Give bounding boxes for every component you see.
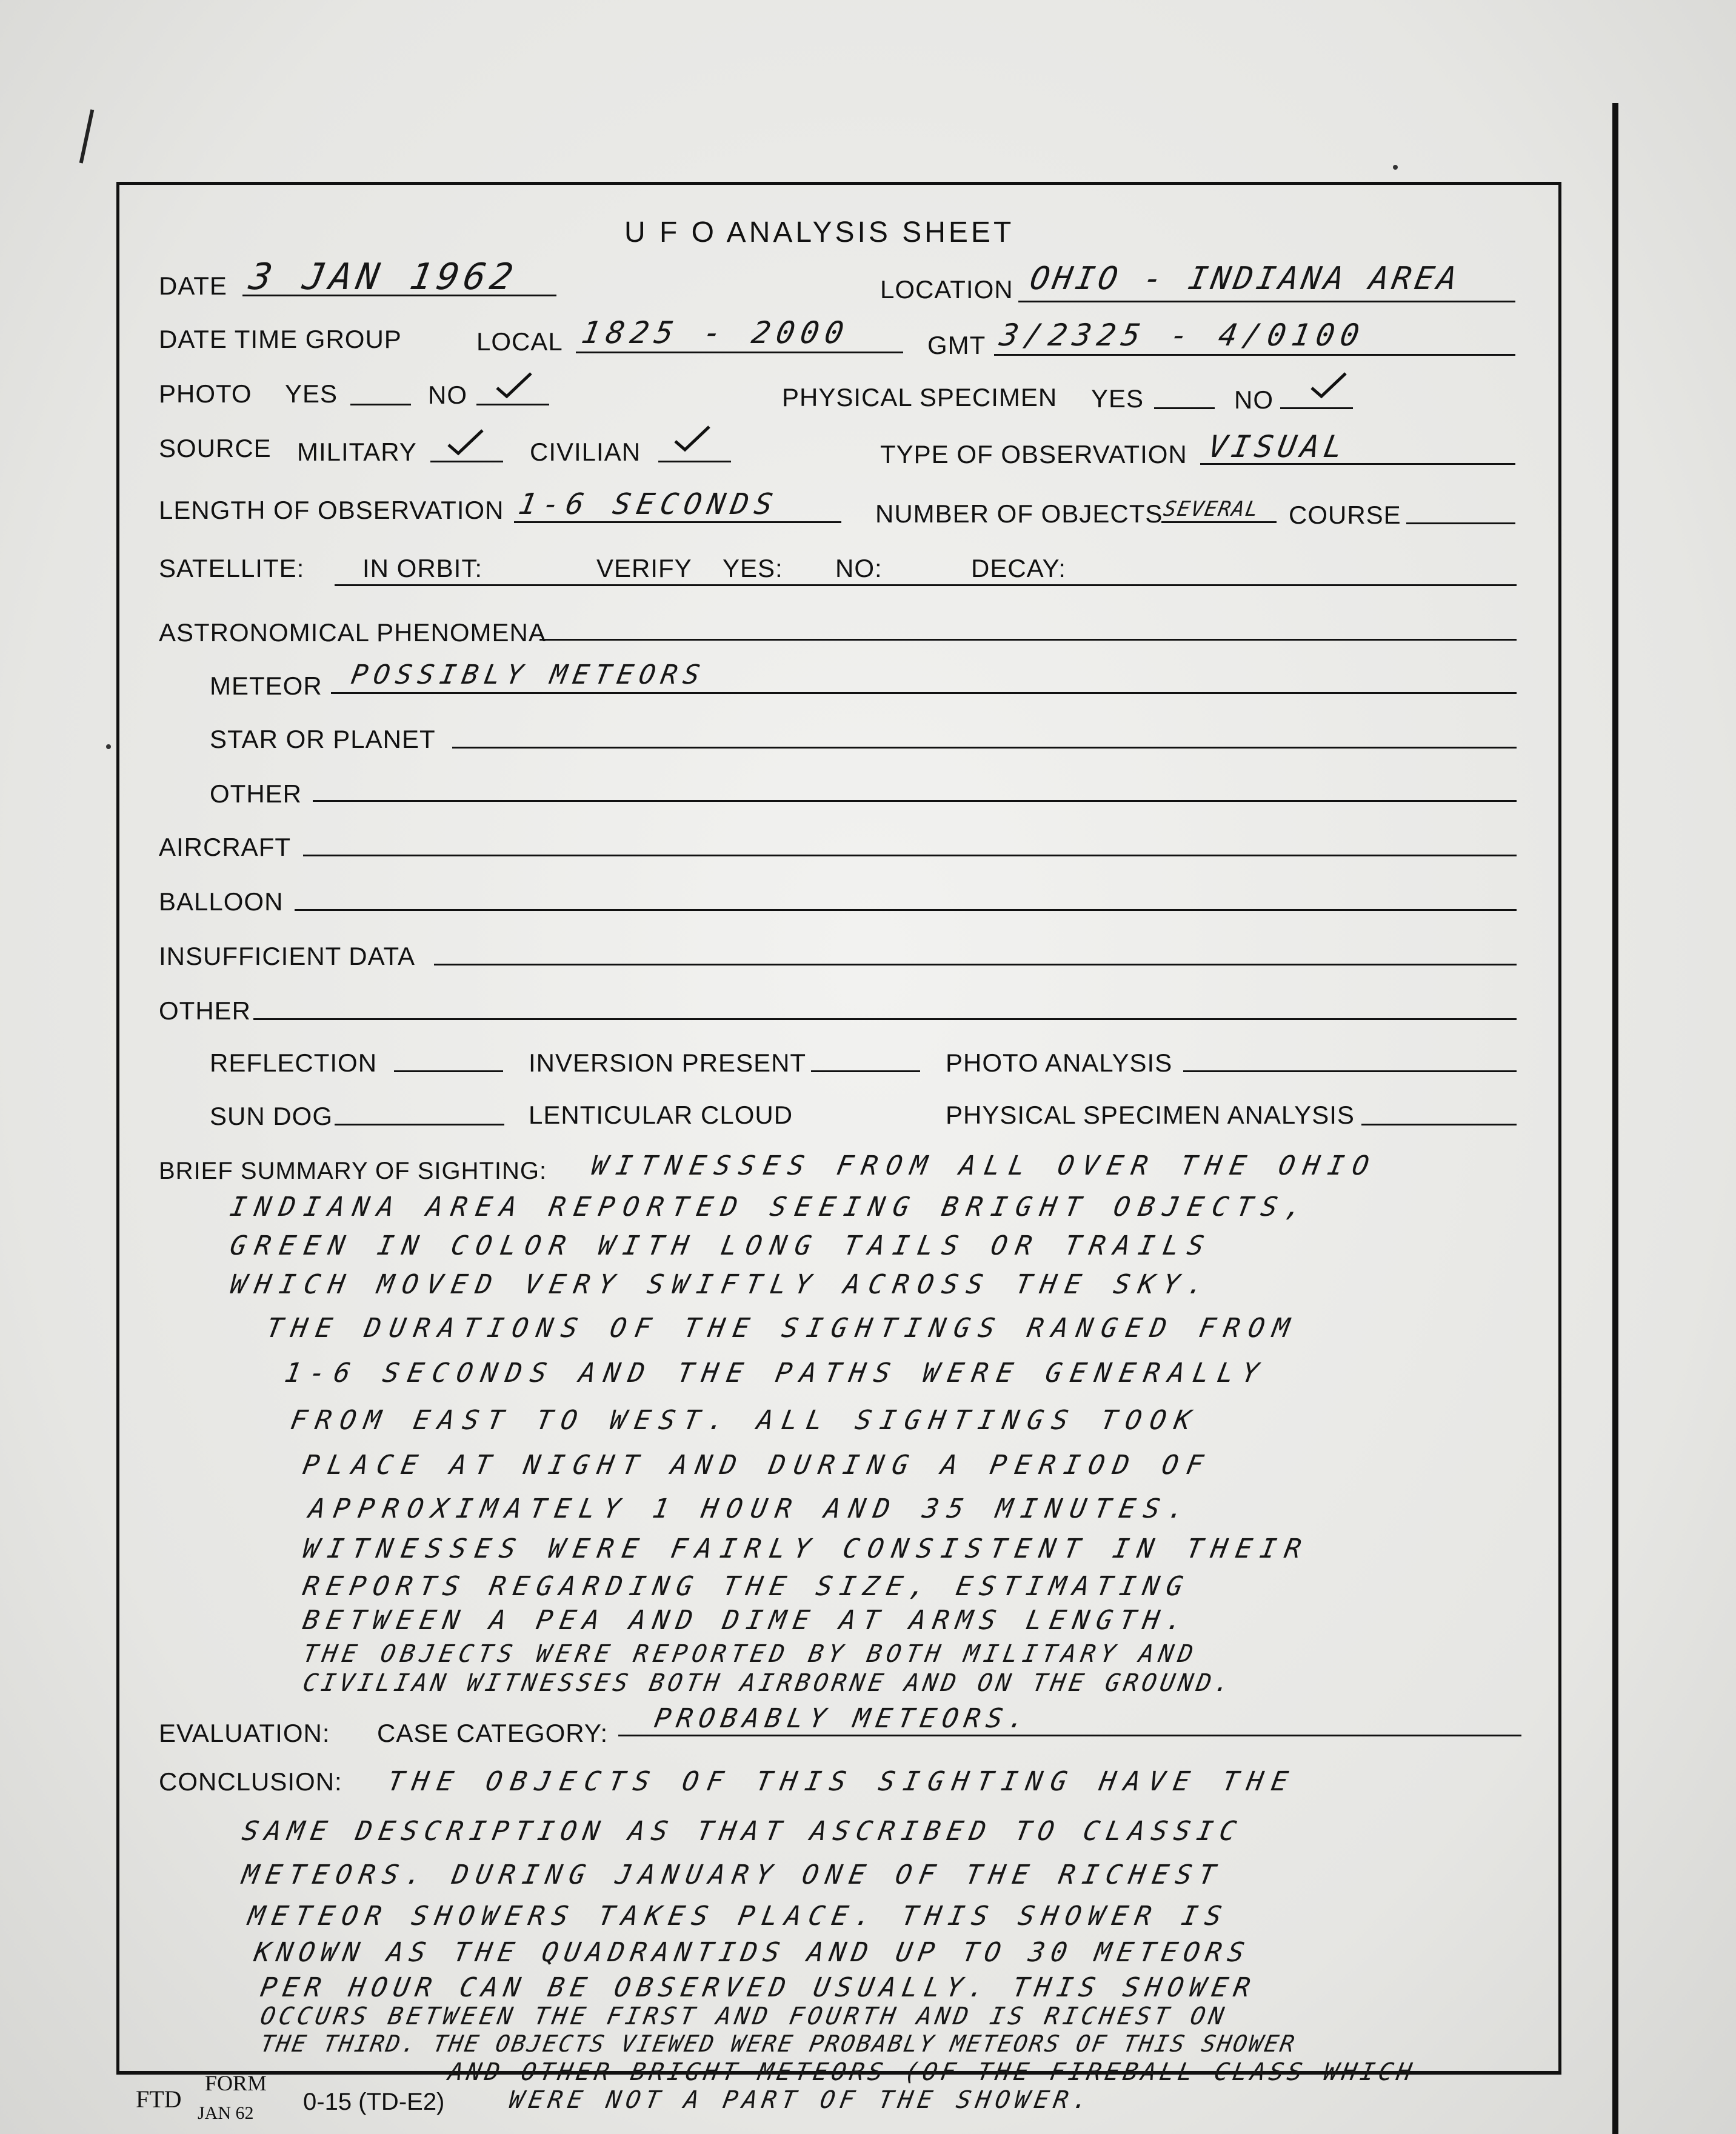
other-underline [253, 1018, 1517, 1020]
aircraft-label: AIRCRAFT [159, 833, 291, 861]
conclusion-line: METEORS. DURING JANUARY ONE OF THE RICHEST [239, 1859, 1226, 1890]
summary-line: PLACE AT NIGHT AND DURING A PERIOD OF [300, 1450, 1214, 1481]
summary-line: CIVILIAN WITNESSES BOTH AIRBORNE AND ON THE GROUND. [300, 1669, 1236, 1697]
location-underline [1018, 301, 1515, 302]
photo-yes-line [350, 404, 411, 405]
star-underline [452, 747, 1517, 749]
local-underline [576, 352, 903, 353]
astronomical-other-underline [313, 800, 1517, 802]
star-or-planet-label: STAR OR PLANET [210, 725, 436, 753]
specimen-yes-line [1154, 407, 1215, 409]
balloon-label: BALLOON [159, 887, 284, 916]
page-edge-shadow [1612, 103, 1618, 2134]
meteor-underline [331, 692, 1517, 694]
number-underline [1161, 521, 1277, 523]
location-value: OHIO - INDIANA AREA [1027, 261, 1464, 297]
summary-line: APPROXIMATELY 1 HOUR AND 35 MINUTES. [306, 1493, 1196, 1524]
photo-no-label: NO [428, 381, 467, 409]
conclusion-label: CONCLUSION: [159, 1767, 342, 1796]
aircraft-underline [303, 855, 1517, 856]
summary-line: GREEN IN COLOR WITH LONG TAILS OR TRAILS [227, 1230, 1215, 1261]
length-underline [514, 521, 841, 523]
decay-label: DECAY: [971, 554, 1066, 582]
date-value: 3 JAN 1962 [245, 256, 521, 298]
course-underline [1406, 522, 1515, 524]
brief-summary-label: BRIEF SUMMARY OF SIGHTING: [159, 1158, 547, 1184]
specimen-analysis-line [1361, 1124, 1517, 1125]
summary-line: 1-6 SECONDS AND THE PATHS WERE GENERALLY [282, 1358, 1270, 1389]
checkmark-icon [673, 424, 712, 452]
military-label: MILITARY [297, 438, 417, 466]
summary-line: WITNESSES FROM ALL OVER THE OHIO [589, 1150, 1380, 1181]
astronomical-underline [539, 639, 1517, 641]
in-orbit-label: IN ORBIT: [362, 554, 483, 582]
date-time-group-label: DATE TIME GROUP [159, 325, 402, 353]
number-of-objects-value: SEVERAL [1161, 497, 1261, 521]
inversion-line [811, 1070, 920, 1072]
length-of-observation-value: 1-6 SECONDS [516, 487, 781, 521]
reflection-line [394, 1070, 503, 1072]
physical-specimen-label: PHYSICAL SPECIMEN [782, 383, 1058, 412]
case-category-underline [618, 1735, 1521, 1736]
verify-no-label: NO: [835, 554, 883, 582]
type-of-observation-label: TYPE OF OBSERVATION [880, 440, 1187, 468]
insufficient-underline [434, 964, 1517, 965]
photo-analysis-label: PHOTO ANALYSIS [946, 1049, 1173, 1077]
conclusion-line: OCCURS BETWEEN THE FIRST AND FOURTH AND IS RICHEST ON [258, 2002, 1230, 2030]
satellite-label: SATELLITE: [159, 554, 305, 582]
conclusion-line: AND OTHER BRIGHT METEORS (OF THE FIREBALL CLASS WHICH [446, 2058, 1418, 2086]
conclusion-line: KNOWN AS THE QUADRANTIDS AND UP TO 30 METEORS [252, 1937, 1253, 1968]
checkmark-icon [446, 428, 485, 456]
conclusion-line: THE THIRD. THE OBJECTS VIEWED WERE PROBABLY METEORS OF THIS SHOWER [258, 2030, 1298, 2057]
gmt-time-value: 3/2325 - 4/0100 [997, 318, 1368, 353]
sun-dog-line [335, 1124, 504, 1125]
specimen-no-label: NO [1234, 385, 1274, 414]
meteor-label: METEOR [210, 672, 322, 700]
course-label: COURSE [1289, 501, 1401, 529]
case-category-value: PROBABLY METEORS. [652, 1703, 1033, 1734]
satellite-underline [335, 584, 1517, 586]
conclusion-line: SAME DESCRIPTION AS THAT ASCRIBED TO CLASSIC [239, 1816, 1246, 1847]
sun-dog-label: SUN DOG [210, 1102, 333, 1130]
summary-line: BETWEEN A PEA AND DIME AT ARMS LENGTH. [300, 1605, 1193, 1636]
verify-label: VERIFY [596, 554, 692, 582]
case-category-label: CASE CATEGORY: [377, 1719, 609, 1747]
civilian-label: CIVILIAN [530, 438, 641, 466]
scan-speck [1393, 165, 1398, 170]
footer-form-date: JAN 62 [198, 2103, 254, 2123]
location-label: LOCATION [880, 275, 1013, 304]
date-underline [242, 295, 556, 296]
type-underline [1200, 463, 1515, 465]
summary-line: THE DURATIONS OF THE SIGHTINGS RANGED FROM [264, 1313, 1301, 1344]
inversion-present-label: INVERSION PRESENT [529, 1049, 807, 1077]
meteor-value: POSSIBLY METEORS [349, 659, 709, 690]
specimen-no-line [1280, 407, 1353, 409]
source-label: SOURCE [159, 434, 272, 462]
balloon-underline [295, 909, 1517, 911]
photo-analysis-line [1183, 1070, 1517, 1072]
verify-yes-label: YES: [723, 554, 783, 582]
conclusion-line: METEOR SHOWERS TAKES PLACE. THIS SHOWER IS [245, 1901, 1232, 1932]
scan-speck [106, 744, 111, 749]
conclusion-line: THE OBJECTS OF THIS SIGHTING HAVE THE [385, 1766, 1299, 1797]
summary-line: WHICH MOVED VERY SWIFTLY ACROSS THE SKY. [227, 1269, 1215, 1300]
reflection-label: REFLECTION [210, 1049, 378, 1077]
summary-line: FROM EAST TO WEST. ALL SIGHTINGS TOOK [288, 1405, 1202, 1436]
date-label: DATE [159, 272, 227, 300]
photo-yes-label: YES [285, 379, 338, 408]
summary-line: REPORTS REGARDING THE SIZE, ESTIMATING [300, 1571, 1193, 1602]
gmt-underline [994, 354, 1515, 356]
gmt-label: GMT [927, 331, 986, 359]
photo-no-line [476, 404, 549, 405]
checkmark-icon [495, 371, 533, 399]
local-label: LOCAL [476, 327, 563, 356]
lenticular-cloud-label: LENTICULAR CLOUD [529, 1101, 793, 1129]
summary-line: WITNESSES WERE FAIRLY CONSISTENT IN THEIR [300, 1533, 1312, 1564]
type-of-observation-value: VISUAL [1205, 429, 1350, 464]
footer-ftd: FTD [136, 2086, 182, 2113]
conclusion-line: WERE NOT A PART OF THE SHOWER. [506, 2086, 1095, 2114]
other-label: OTHER [159, 996, 251, 1025]
footer-form-number: 0-15 (TD-E2) [303, 2089, 445, 2115]
physical-specimen-analysis-label: PHYSICAL SPECIMEN ANALYSIS [946, 1101, 1355, 1129]
astronomical-other-label: OTHER [210, 779, 302, 808]
local-time-value: 1825 - 2000 [578, 315, 853, 350]
specimen-yes-label: YES [1091, 384, 1144, 413]
conclusion-line: PER HOUR CAN BE OBSERVED USUALLY. THIS SHOWER [258, 1972, 1259, 2003]
evaluation-label: EVALUATION: [159, 1719, 330, 1747]
length-of-observation-label: LENGTH OF OBSERVATION [159, 496, 504, 524]
civilian-line [658, 461, 731, 462]
summary-line: INDIANA AREA REPORTED SEEING BRIGHT OBJECTS, [227, 1192, 1314, 1222]
footer-form: FORM [205, 2071, 267, 2095]
checkmark-icon [1309, 371, 1348, 399]
photo-label: PHOTO [159, 379, 252, 408]
insufficient-data-label: INSUFFICIENT DATA [159, 942, 416, 970]
astronomical-phenomena-label: ASTRONOMICAL PHENOMENA [159, 618, 546, 647]
military-line [430, 461, 503, 462]
number-of-objects-label: NUMBER OF OBJECTS [875, 499, 1163, 528]
summary-line: THE OBJECTS WERE REPORTED BY BOTH MILITARY AND [300, 1640, 1200, 1668]
form-title: U F O ANALYSIS SHEET [624, 216, 1015, 248]
